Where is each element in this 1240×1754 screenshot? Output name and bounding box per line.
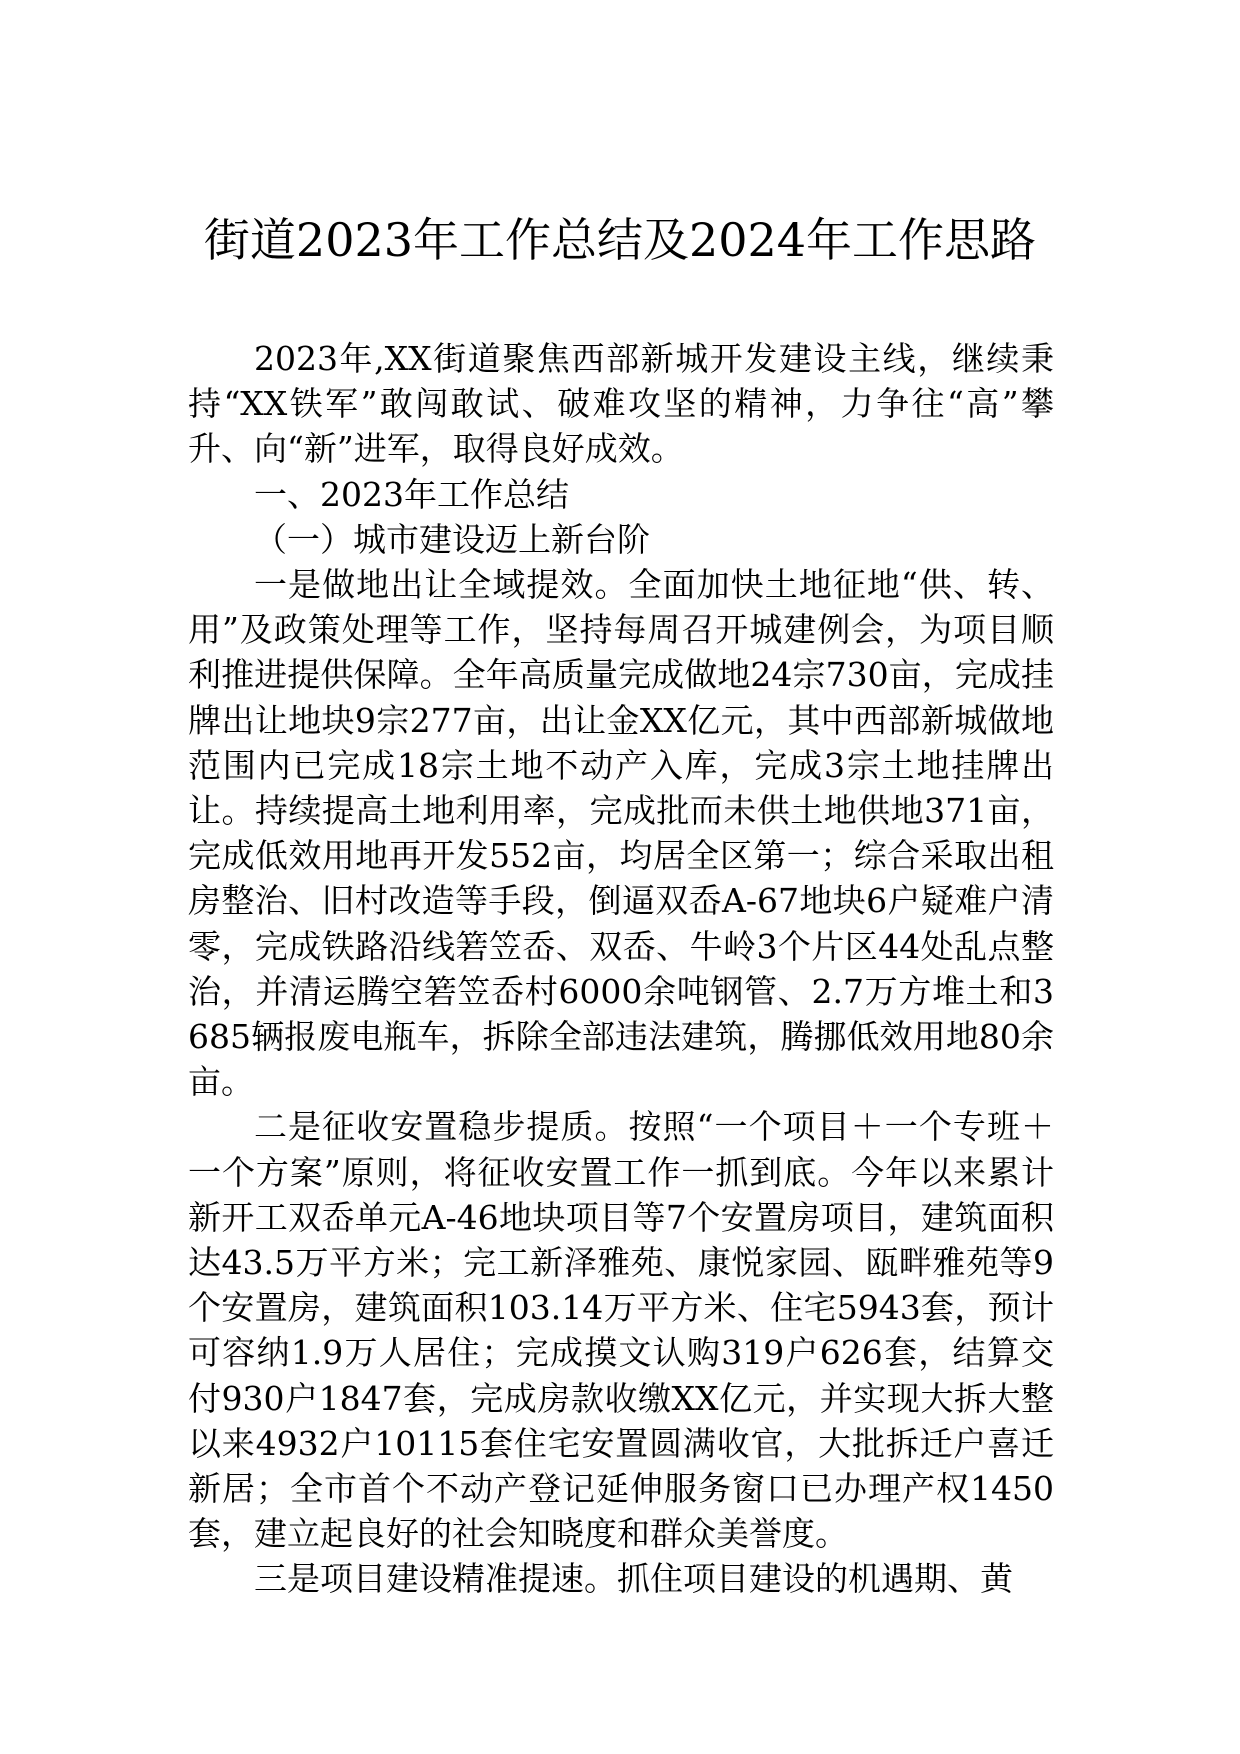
body-paragraph: 三是项目建设精准提速。抓住项目建设的机遇期、黄 [254, 1559, 1013, 1599]
intro-paragraph: 2023年,XX街道聚焦西部新城开发建设主线，继续秉持“XX铁军”敢闯敢试、破难攻坚的精神，力争往“高”攀升、向“新”进军，取得良好成效。 [188, 339, 1054, 469]
section-heading: 一、2023年工作总结 [254, 474, 569, 514]
subsection-heading: （一）城市建设迈上新台阶 [254, 519, 650, 559]
document-body [188, 336, 1054, 1602]
document-title: 街道2023年工作总结及2024年工作思路 [203, 213, 1037, 267]
body-paragraph: 二是征收安置稳步提质。按照“一个项目＋一个专班＋一个方案”原则，将征收安置工作一抓到底。今年以来累计新开工双岙单元A-46地块项目等7个安置房项目，建筑面积达43.5万平方米；完工新泽雅苑、康悦家园、瓯畔雅苑等9个安置房，建筑面积103.14万平方米、住宅5943套，预计可容纳1.9万人居住；完成摸文认购319户626套，结算交付930户1847套，完成房款收缴XX亿元，并实现大拆大整以来4932户10115套住宅安置圆满收官，大批拆迁户喜迁新居；全市首个不动产登记延伸服务窗口已办理产权1450套，建立起良好的社会知晓度和群众美誉度。 [188, 1107, 1054, 1554]
body-paragraph: 一是做地出让全域提效。全面加快土地征地“供、转、用”及政策处理等工作，坚持每周召开城建例会，为项目顺利推进提供保障。全年高质量完成做地24宗730亩，完成挂牌出让地块9宗277亩，出让金XX亿元，其中西部新城做地范围内已完成18宗土地不动产入库，完成3宗土地挂牌出让。持续提高土地利用率，完成批而未供土地供地371亩，完成低效用地再开发552亩，均居全区第一；综合采取出租房整治、旧村改造等手段，倒逼双岙A-67地块6户疑难户清零，完成铁路沿线箬笠岙、双岙、牛岭3个片区44处乱点整治，并清运腾空箬笠岙村6000余吨钢管、2.7万方堆土和3685辆报废电瓶车，拆除全部违法建筑，腾挪低效用地80余亩。 [188, 565, 1054, 1102]
